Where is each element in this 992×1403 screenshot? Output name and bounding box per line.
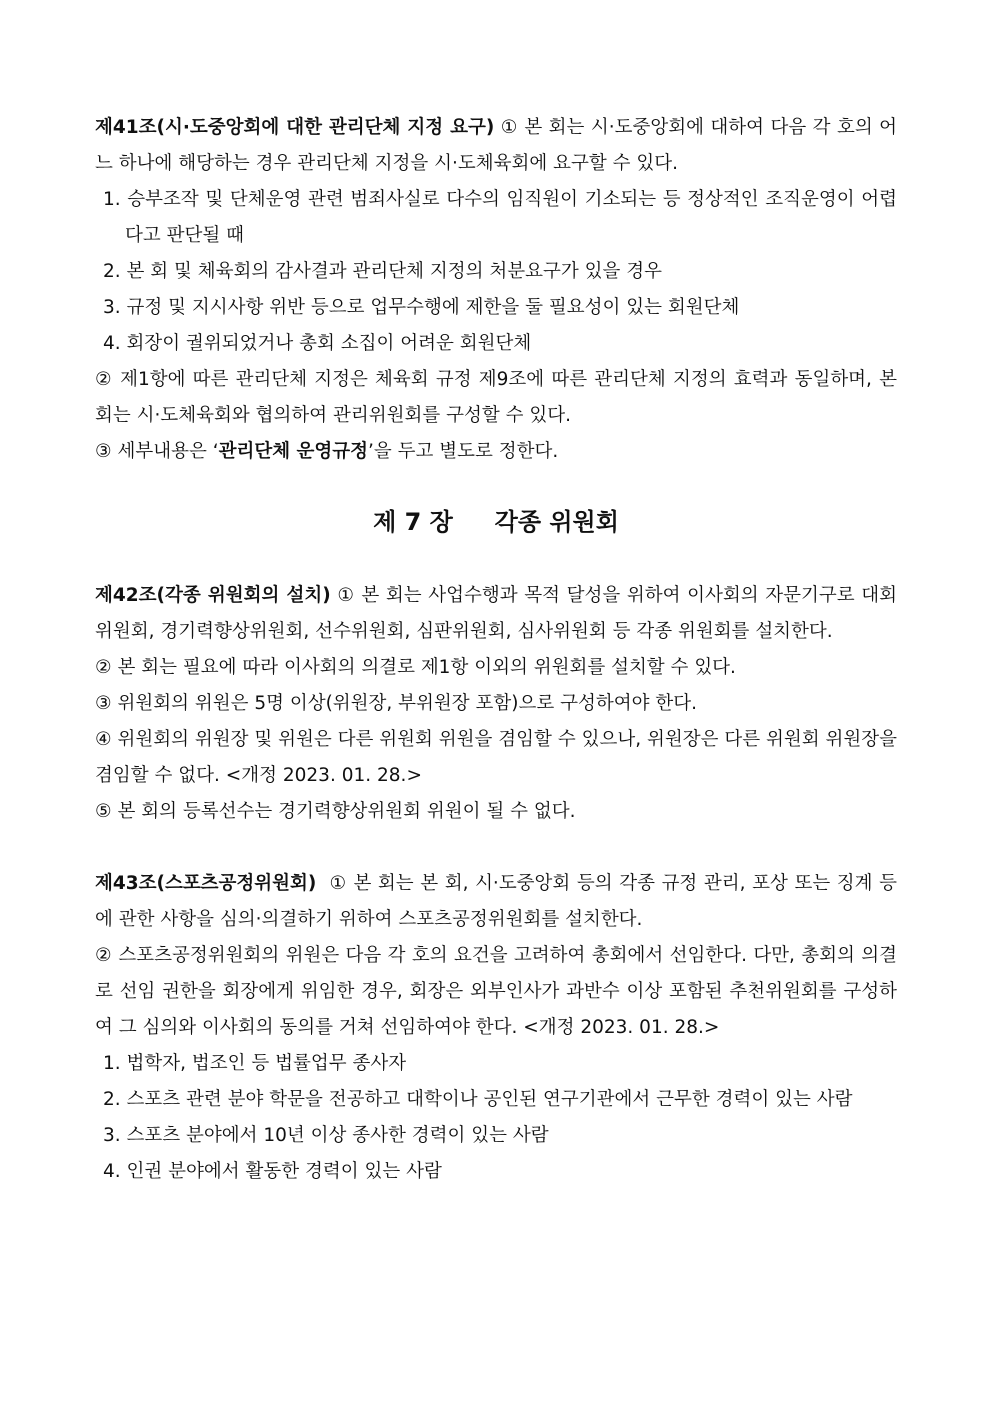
article-42-clause-2: ② 본 회는 필요에 따라 이사회의 의결로 제1항 이외의 위원회를 설치할 수 있다. xyxy=(95,657,736,678)
article-41-clause-1: ① 본 회는 시·도중앙회에 대하여 다음 각 호의 어느 하나에 해당하는 경우 관리단체 지정을 시·도체육회에 요구할 수 있다. xyxy=(95,117,897,174)
article-43-title: 제43조(스포츠공정위원회) xyxy=(95,873,317,894)
article-41-clause-3-post: ’을 두고 별도로 정한다. xyxy=(368,441,559,462)
article-41-item-4: 4. 회장이 궐위되었거나 총회 소집이 어려운 회원단체 xyxy=(103,333,532,354)
article-42-clause-4: ④ 위원회의 위원장 및 위원은 다른 위원회 위원을 겸임할 수 있으나, 위원장은 다른 위원회 위원장을 겸임할 수 없다. <개정 2023. 01. 28.> xyxy=(95,729,897,786)
article-41-item-3: 3. 규정 및 지시사항 위반 등으로 업무수행에 제한을 둘 필요성이 있는 회원단체 xyxy=(103,297,740,318)
spacer xyxy=(95,830,897,866)
article-43-item-1: 1. 법학자, 법조인 등 법률업무 종사자 xyxy=(103,1053,407,1074)
article-41-paragraph-1 xyxy=(95,110,897,182)
article-42-paragraph-1 xyxy=(95,578,897,650)
article-41-clause-3-bold: 관리단체 운영규정 xyxy=(218,441,369,462)
article-41-title: 제41조(시·도중앙회에 대한 관리단체 지정 요구) xyxy=(95,117,495,138)
article-41-clause-3-pre: ③ 세부내용은 ‘ xyxy=(95,441,219,462)
article-43-clause-2: ② 스포츠공정위원회의 위원은 다음 각 호의 요건을 고려하여 총회에서 선임한다. 다만, 총회의 의결로 선임 권한을 회장에게 위임한 경우, 회장은 외부인사가 과반수 이상 포함된 추천위원회를 구성하여 그 심의와 이사회의 동의를 거쳐 선임하여야 한다. <개정 2023. 01. 28.> xyxy=(95,945,897,1038)
article-43-item-2: 2. 스포츠 관련 분야 학문을 전공하고 대학이나 공인된 연구기관에서 근무한 경력이 있는 사람 xyxy=(103,1089,853,1110)
article-43-clause-1: ① 본 회는 본 회, 시·도중앙회 등의 각종 규정 관리, 포상 또는 징계 등에 관한 사항을 심의·의결하기 위하여 스포츠공정위원회를 설치한다. xyxy=(95,873,897,930)
article-41-item-2: 2. 본 회 및 체육회의 감사결과 관리단체 지정의 처분요구가 있을 경우 xyxy=(103,261,662,282)
article-42-title: 제42조(각종 위원회의 설치) xyxy=(95,585,331,606)
chapter-heading: 제 7 장 각종 위원회 xyxy=(373,508,619,536)
article-43-paragraph-1 xyxy=(95,866,897,938)
article-43-item-3: 3. 스포츠 분야에서 10년 이상 종사한 경력이 있는 사람 xyxy=(103,1125,549,1146)
document-page xyxy=(95,110,897,1190)
article-41-clause-3 xyxy=(95,434,897,470)
article-43-item-4: 4. 인권 분야에서 활동한 경력이 있는 사람 xyxy=(103,1161,442,1182)
article-41-item-1: 1. 승부조작 및 단체운영 관련 범죄사실로 다수의 임직원이 기소되는 등 정상적인 조직운영이 어렵다고 판단될 때 xyxy=(103,189,897,246)
article-42-clause-3: ③ 위원회의 위원은 5명 이상(위원장, 부위원장 포함)으로 구성하여야 한다. xyxy=(95,693,697,714)
article-42-clause-1: ① 본 회는 사업수행과 목적 달성을 위하여 이사회의 자문기구로 대회위원회, 경기력향상위원회, 선수위원회, 심판위원회, 심사위원회 등 각종 위원회를 설치한다. xyxy=(95,585,897,642)
article-41-clause-2: ② 제1항에 따른 관리단체 지정은 체육회 규정 제9조에 따른 관리단체 지정의 효력과 동일하며, 본 회는 시·도체육회와 협의하여 관리위원회를 구성할 수 있다. xyxy=(95,369,897,426)
article-42-clause-5: ⑤ 본 회의 등록선수는 경기력향상위원회 위원이 될 수 없다. xyxy=(95,801,576,822)
